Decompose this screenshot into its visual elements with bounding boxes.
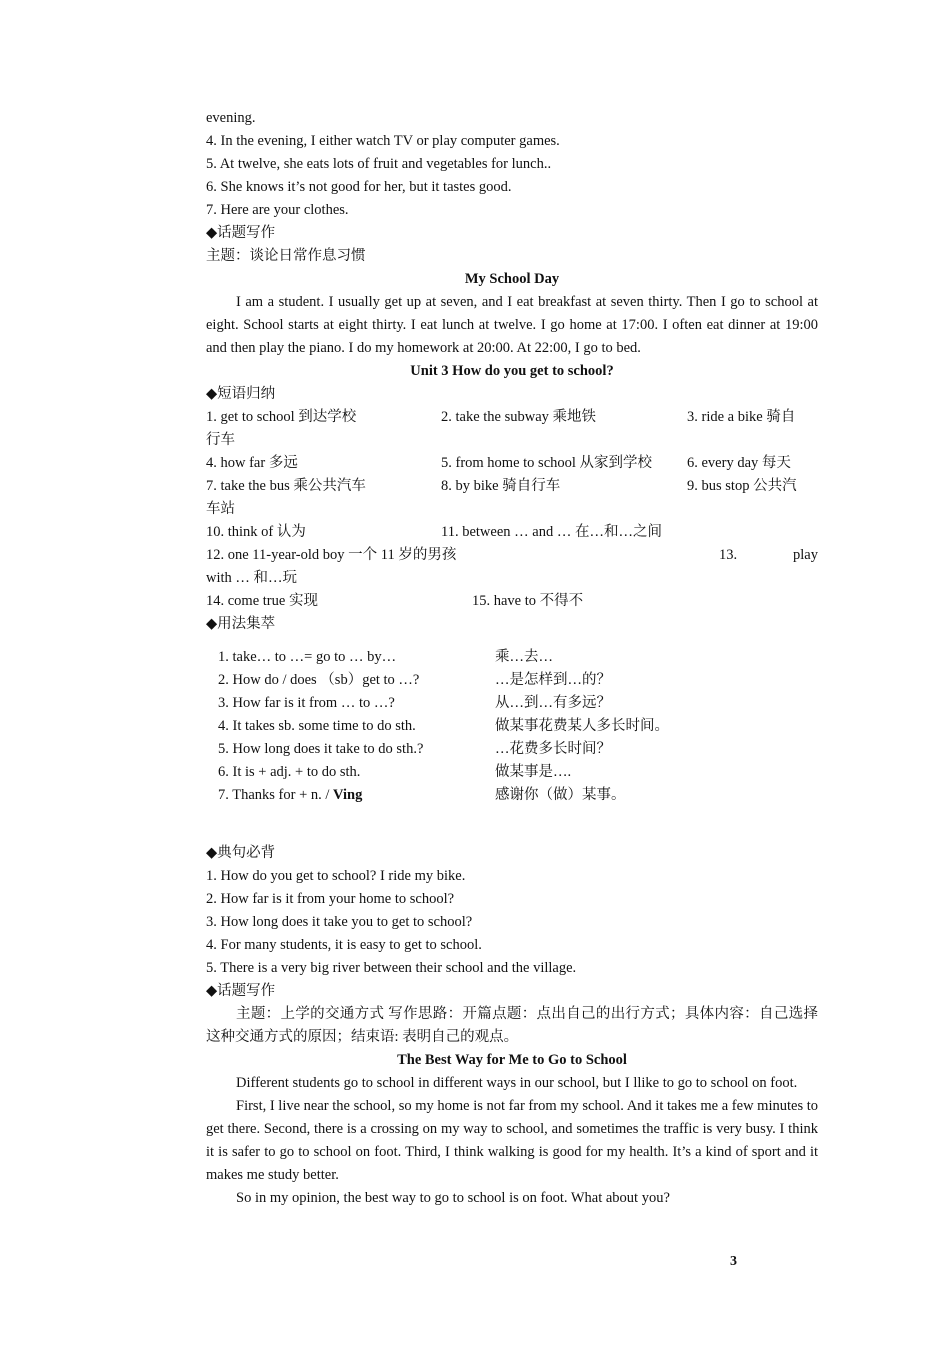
unit-title: Unit 3 How do you get to school? — [410, 363, 614, 379]
phrase-item: 15. have to 不得不 — [472, 593, 584, 609]
usage-row — [206, 761, 818, 784]
sentence-item: 1. How do you get to school? I ride my bike. — [206, 868, 466, 884]
document-page — [206, 107, 818, 1210]
phrase-item: 9. bus stop 公共汽 — [687, 478, 797, 494]
phrase-item: 5. from home to school 从家到学校 — [441, 455, 653, 471]
usage-chinese: 感谢你（做）某事。 — [495, 787, 626, 803]
essay-paragraph: First, I live near the school, so my home is not far from my school. And it takes me a few minutes to get there. Second, there is a crossing on my way to school, and sometimes the traffic is very busy. I think it is safer to go to school on foot. Third, I think walking is good for my health. It’s a kind of sport and it makes me study better. — [206, 1098, 818, 1183]
usage-row — [206, 646, 818, 669]
topic-line: 主题：上学的交通方式 写作思路：开篇点题：点出自己的出行方式；具体内容：自己选择这种交通方式的原因；结束语: 表明自己的观点。 — [206, 1006, 818, 1045]
usage-row — [206, 692, 818, 715]
usage-english — [218, 784, 362, 807]
usage-english: 3. How far is it from … to …? — [218, 695, 395, 711]
text-line: evening. — [206, 110, 256, 126]
section-heading: ◆典句必背 — [206, 845, 276, 861]
sentence-item: 5. There is a very big river between their school and the village. — [206, 960, 577, 976]
usage-english-text: 7. Thanks for + n. / — [218, 787, 334, 803]
phrase-item: 车站 — [206, 501, 235, 517]
sentence-item: 2. How far is it from your home to school? — [206, 891, 455, 907]
usage-english: 6. It is + adj. + to do sth. — [218, 764, 361, 780]
phrase-row — [206, 521, 818, 544]
phrase-item: 4. how far 多远 — [206, 455, 298, 471]
essay-title: The Best Way for Me to Go to School — [397, 1052, 627, 1068]
phrase-item: 14. come true 实现 — [206, 593, 318, 609]
usage-chinese: 做某事是…. — [495, 764, 572, 780]
section-heading: ◆短语归纳 — [206, 386, 276, 402]
phrase-item: 7. take the bus 乘公共汽车 — [206, 478, 366, 494]
phrase-item: 行车 — [206, 432, 235, 448]
usage-chinese: 从…到…有多远？ — [495, 695, 611, 711]
usage-english: 5. How long does it take to do sth.? — [218, 741, 424, 757]
sentence-item: 3. How long does it take you to get to school? — [206, 914, 473, 930]
phrase-row — [206, 590, 818, 613]
usage-chinese: …花费多长时间？ — [495, 741, 611, 757]
text-line: 5. At twelve, she eats lots of fruit and vegetables for lunch.. — [206, 156, 552, 172]
usage-row — [206, 784, 818, 807]
sentence-item: 4. For many students, it is easy to get to school. — [206, 937, 482, 953]
usage-row — [206, 715, 818, 738]
usage-english: 1. take… to …= go to … by… — [218, 649, 397, 665]
essay-paragraph: So in my opinion, the best way to go to school is on foot. What about you? — [236, 1190, 670, 1206]
text-line: 4. In the evening, I either watch TV or play computer games. — [206, 133, 560, 149]
phrase-row — [206, 475, 818, 498]
phrase-item: play — [793, 547, 818, 563]
phrase-item: 10. think of 认为 — [206, 524, 306, 540]
usage-row — [206, 738, 818, 761]
essay-title: My School Day — [464, 271, 560, 287]
usage-chinese: 乘…去… — [495, 649, 553, 665]
phrase-item: 3. ride a bike 骑自 — [687, 409, 796, 425]
text-line: 6. She knows it’s not good for her, but it tastes good. — [206, 179, 512, 195]
phrase-row — [206, 452, 818, 475]
phrase-item: 1. get to school 到达学校 — [206, 409, 357, 425]
usage-english: 2. How do / does （sb）get to …? — [218, 672, 420, 688]
phrase-item: 12. one 11-year-old boy 一个 11 岁的男孩 — [206, 547, 457, 563]
page-number: 3 — [730, 1254, 737, 1269]
usage-english: 4. It takes sb. some time to do sth. — [218, 718, 416, 734]
usage-row — [206, 669, 818, 692]
phrase-item: 11. between … and … 在…和…之间 — [441, 524, 662, 540]
phrase-item: 8. by bike 骑自行车 — [441, 478, 561, 494]
section-heading: ◆话题写作 — [206, 983, 276, 999]
usage-chinese: 做某事花费某人多长时间。 — [495, 718, 669, 734]
phrase-item: 2. take the subway 乘地铁 — [441, 409, 597, 425]
usage-chinese: …是怎样到…的？ — [495, 672, 611, 688]
usage-english-bold: Ving — [333, 787, 363, 803]
essay-paragraph: I am a student. I usually get up at seven, and I eat breakfast at seven thirty. Then I go to school at eight. School starts at eight thirty. I eat lunch at twelve. I go home at 17:00. I often eat dinner at 19:00 and then play the piano. I do my homework at 20:00. At 22:00, I go to bed. — [206, 294, 818, 356]
section-heading: ◆用法集萃 — [206, 616, 276, 632]
text-line: 7. Here are your clothes. — [206, 202, 349, 218]
phrase-item: with … 和…玩 — [206, 570, 298, 586]
phrase-row — [206, 544, 818, 567]
topic-line: 主题：谈论日常作息习惯 — [206, 248, 366, 264]
phrase-item: 13. — [719, 547, 738, 563]
phrase-item: 6. every day 每天 — [687, 455, 791, 471]
section-heading: ◆话题写作 — [206, 225, 276, 241]
phrase-row — [206, 406, 818, 429]
essay-paragraph: Different students go to school in different ways in our school, but I llike to go to school on foot. — [236, 1075, 798, 1091]
